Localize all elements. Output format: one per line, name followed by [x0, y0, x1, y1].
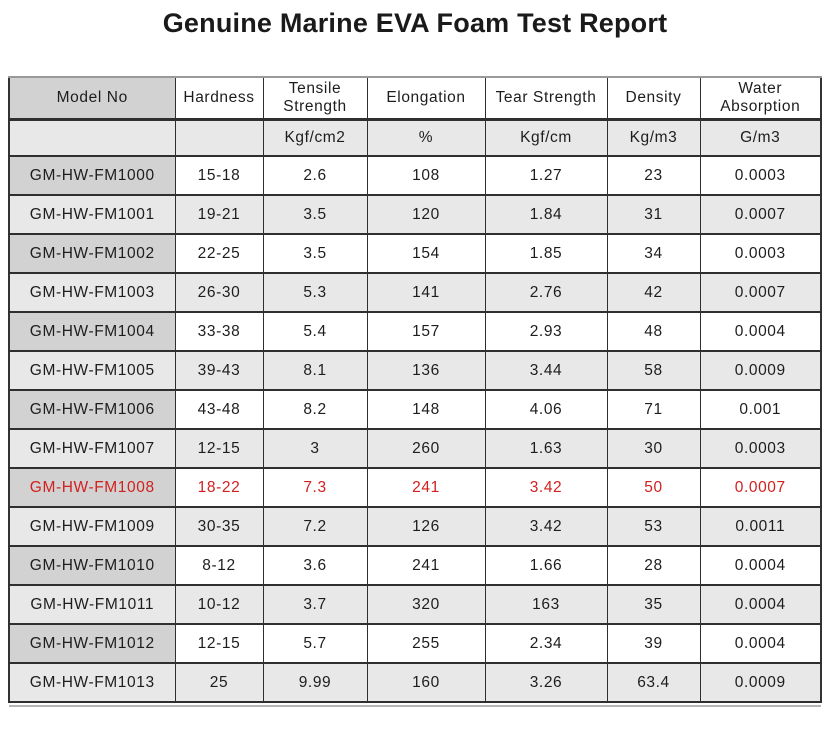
unit-cell-water-absorption: G/m3 — [700, 120, 821, 157]
value-cell: 2.76 — [485, 273, 607, 312]
value-cell: 0.0003 — [700, 156, 821, 195]
value-cell: 136 — [367, 351, 485, 390]
value-cell: 141 — [367, 273, 485, 312]
value-cell: 3.44 — [485, 351, 607, 390]
value-cell: 160 — [367, 663, 485, 702]
col-header-hardness: Hardness — [175, 77, 263, 120]
value-cell: 0.0004 — [700, 624, 821, 663]
col-header-model-no: Model No — [9, 77, 175, 120]
value-cell: 28 — [607, 546, 700, 585]
col-header-water-absorption: Water Absorption — [700, 77, 821, 120]
unit-cell-tensile-strength: Kgf/cm2 — [263, 120, 367, 157]
col-header-elongation: Elongation — [367, 77, 485, 120]
table-row — [9, 234, 821, 273]
value-cell: 22-25 — [175, 234, 263, 273]
table-row — [9, 312, 821, 351]
value-cell: 3.7 — [263, 585, 367, 624]
table-row — [9, 663, 821, 702]
value-cell: 3.26 — [485, 663, 607, 702]
value-cell: 5.4 — [263, 312, 367, 351]
value-cell: 12-15 — [175, 429, 263, 468]
value-cell: 26-30 — [175, 273, 263, 312]
value-cell: 8.1 — [263, 351, 367, 390]
value-cell: 25 — [175, 663, 263, 702]
value-cell: 241 — [367, 546, 485, 585]
model-cell: GM-HW-FM1011 — [9, 585, 175, 624]
value-cell: 53 — [607, 507, 700, 546]
value-cell: 163 — [485, 585, 607, 624]
header-row — [9, 77, 821, 120]
value-cell: 241 — [367, 468, 485, 507]
value-cell: 260 — [367, 429, 485, 468]
value-cell: 1.63 — [485, 429, 607, 468]
value-cell: 5.3 — [263, 273, 367, 312]
value-cell: 3.42 — [485, 468, 607, 507]
value-cell: 39-43 — [175, 351, 263, 390]
value-cell: 0.0004 — [700, 546, 821, 585]
col-header-tear-strength: Tear Strength — [485, 77, 607, 120]
value-cell: 30 — [607, 429, 700, 468]
model-cell: GM-HW-FM1004 — [9, 312, 175, 351]
table-row — [9, 429, 821, 468]
value-cell: 39 — [607, 624, 700, 663]
value-cell: 18-22 — [175, 468, 263, 507]
col-header-tensile-strength: Tensile Strength — [263, 77, 367, 120]
value-cell: 154 — [367, 234, 485, 273]
model-cell: GM-HW-FM1003 — [9, 273, 175, 312]
model-cell: GM-HW-FM1013 — [9, 663, 175, 702]
model-cell: GM-HW-FM1005 — [9, 351, 175, 390]
value-cell: 0.0009 — [700, 351, 821, 390]
table-row — [9, 390, 821, 429]
value-cell: 58 — [607, 351, 700, 390]
model-cell: GM-HW-FM1007 — [9, 429, 175, 468]
value-cell: 148 — [367, 390, 485, 429]
value-cell: 255 — [367, 624, 485, 663]
value-cell: 33-38 — [175, 312, 263, 351]
value-cell: 1.85 — [485, 234, 607, 273]
value-cell: 3.42 — [485, 507, 607, 546]
value-cell: 19-21 — [175, 195, 263, 234]
unit-cell-model-no — [9, 120, 175, 157]
unit-cell-tear-strength: Kgf/cm — [485, 120, 607, 157]
value-cell: 0.0007 — [700, 195, 821, 234]
value-cell: 34 — [607, 234, 700, 273]
value-cell: 31 — [607, 195, 700, 234]
value-cell: 1.66 — [485, 546, 607, 585]
units-row — [9, 120, 821, 157]
value-cell: 157 — [367, 312, 485, 351]
value-cell: 71 — [607, 390, 700, 429]
table-bottom-edge-line — [9, 705, 821, 707]
table-body — [9, 156, 821, 702]
value-cell: 0.0007 — [700, 468, 821, 507]
value-cell: 63.4 — [607, 663, 700, 702]
model-cell: GM-HW-FM1008 — [9, 468, 175, 507]
table-row — [9, 468, 821, 507]
value-cell: 12-15 — [175, 624, 263, 663]
value-cell: 42 — [607, 273, 700, 312]
table-row — [9, 156, 821, 195]
value-cell: 3 — [263, 429, 367, 468]
value-cell: 0.0004 — [700, 312, 821, 351]
value-cell: 0.0007 — [700, 273, 821, 312]
value-cell: 4.06 — [485, 390, 607, 429]
value-cell: 3.5 — [263, 195, 367, 234]
value-cell: 5.7 — [263, 624, 367, 663]
value-cell: 50 — [607, 468, 700, 507]
model-cell: GM-HW-FM1002 — [9, 234, 175, 273]
value-cell: 15-18 — [175, 156, 263, 195]
value-cell: 8.2 — [263, 390, 367, 429]
table-row — [9, 546, 821, 585]
table-row — [9, 351, 821, 390]
value-cell: 2.93 — [485, 312, 607, 351]
model-cell: GM-HW-FM1000 — [9, 156, 175, 195]
value-cell: 9.99 — [263, 663, 367, 702]
value-cell: 0.0004 — [700, 585, 821, 624]
unit-cell-hardness — [175, 120, 263, 157]
value-cell: 126 — [367, 507, 485, 546]
page-title: Genuine Marine EVA Foam Test Report — [162, 8, 668, 38]
value-cell: 48 — [607, 312, 700, 351]
value-cell: 0.001 — [700, 390, 821, 429]
model-cell: GM-HW-FM1012 — [9, 624, 175, 663]
value-cell: 7.2 — [263, 507, 367, 546]
value-cell: 1.27 — [485, 156, 607, 195]
value-cell: 1.84 — [485, 195, 607, 234]
table-row — [9, 195, 821, 234]
value-cell: 320 — [367, 585, 485, 624]
col-header-density: Density — [607, 77, 700, 120]
model-cell: GM-HW-FM1006 — [9, 390, 175, 429]
value-cell: 10-12 — [175, 585, 263, 624]
unit-cell-elongation: % — [367, 120, 485, 157]
value-cell: 0.0009 — [700, 663, 821, 702]
unit-cell-density: Kg/m3 — [607, 120, 700, 157]
table-row — [9, 273, 821, 312]
value-cell: 108 — [367, 156, 485, 195]
value-cell: 23 — [607, 156, 700, 195]
model-cell: GM-HW-FM1010 — [9, 546, 175, 585]
value-cell: 120 — [367, 195, 485, 234]
value-cell: 0.0011 — [700, 507, 821, 546]
table-row — [9, 624, 821, 663]
value-cell: 0.0003 — [700, 234, 821, 273]
value-cell: 2.34 — [485, 624, 607, 663]
test-report-table — [8, 76, 822, 703]
value-cell: 35 — [607, 585, 700, 624]
value-cell: 43-48 — [175, 390, 263, 429]
value-cell: 3.6 — [263, 546, 367, 585]
value-cell: 0.0003 — [700, 429, 821, 468]
table-row — [9, 507, 821, 546]
value-cell: 2.6 — [263, 156, 367, 195]
value-cell: 3.5 — [263, 234, 367, 273]
value-cell: 30-35 — [175, 507, 263, 546]
value-cell: 8-12 — [175, 546, 263, 585]
table-row — [9, 585, 821, 624]
model-cell: GM-HW-FM1009 — [9, 507, 175, 546]
model-cell: GM-HW-FM1001 — [9, 195, 175, 234]
value-cell: 7.3 — [263, 468, 367, 507]
